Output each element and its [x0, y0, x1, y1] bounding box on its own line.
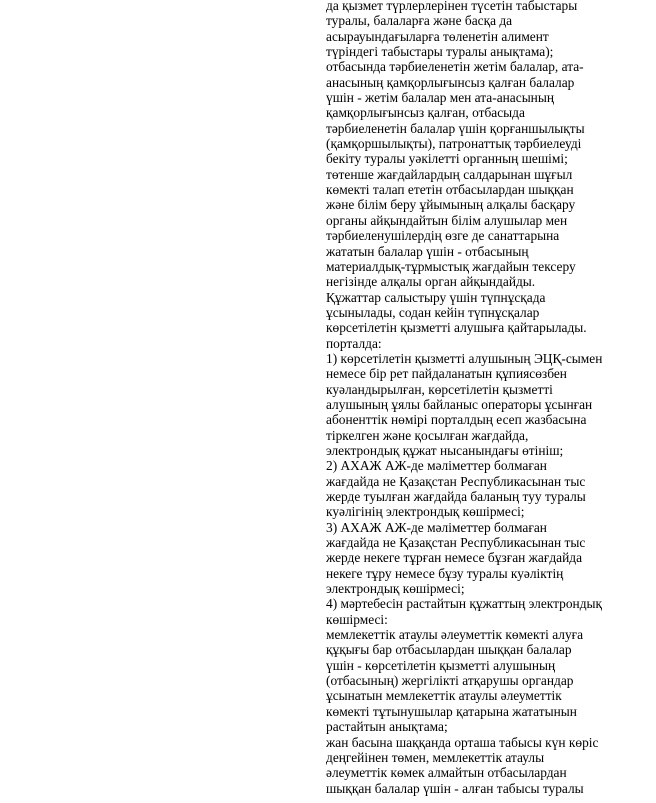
- text-line: 3) АХАЖ АЖ-де мәліметтер болмаған: [326, 519, 547, 535]
- text-line: электрондық көшірмесі;: [326, 581, 465, 597]
- text-line: әлеуметтік көмек алмайтын отбасылардан: [326, 765, 567, 781]
- text-line: порталда:: [326, 335, 382, 351]
- text-line: жататын балалар үшін - отбасының: [326, 243, 529, 259]
- text-line: шыққан балалар үшін - алған табысы туралы: [326, 780, 584, 796]
- text-line: жерде некеге тұрған немесе бұзған жағдайда: [326, 550, 583, 566]
- text-line: ұсынатын мемлекеттік атаулы әлеуметтік: [326, 688, 562, 704]
- text-line: мемлекеттік атаулы әлеуметтік көмекті алуға: [326, 627, 584, 643]
- text-line: абоненттік нөмірі порталдың есеп жазбасына: [326, 412, 587, 428]
- text-line: алушының ұялы байланыс операторы ұсынған: [326, 396, 593, 412]
- text-line: электрондық құжат нысанындағы өтініш;: [326, 442, 564, 458]
- text-line: тәрбиеленетін балалар үшін қорғаншылықты: [326, 120, 585, 136]
- text-line: (отбасының) жергілікті атқарушы органдар: [326, 673, 574, 689]
- text-line: жерде туылған жағдайда баланың туу туралы: [326, 489, 586, 504]
- text-line: көшірмесі:: [326, 611, 388, 627]
- text-line: қамқорлығынсыз қалған, отбасыда: [326, 105, 525, 121]
- text-line: Құжаттар салыстыру үшін түпнұсқада: [326, 289, 546, 305]
- text-line: және білім беру ұйымының алқалы басқару: [326, 197, 576, 213]
- text-line: органы айқындайтын білім алушылар мен: [326, 212, 568, 228]
- text-line: куәландырылған, көрсетілетін қызметті: [326, 381, 553, 397]
- text-line: бекіту туралы уәкілетті органның шешімі;: [326, 151, 568, 167]
- text-line: тіркелген және қосылған жағдайда,: [326, 427, 529, 443]
- text-line: немесе бір рет пайдаланатын құпиясөзбен: [326, 366, 567, 382]
- text-line: көмекті талап ететін отбасылардан шыққан: [326, 182, 574, 198]
- text-line: 2) АХАЖ АЖ-де мәліметтер болмаған: [326, 458, 547, 474]
- text-line: көмекті тұтынушылар қатарына жататынын: [326, 703, 577, 719]
- text-line: туралы, балаларға және басқа да: [326, 13, 513, 29]
- text-line: да қызмет түрлерлерінен түсетін табыстары: [326, 0, 578, 13]
- text-line: үшін - көрсетілетін қызметті алушының: [326, 657, 556, 673]
- text-column: [326, 0, 626, 796]
- text-line: жан басына шаққанда орташа табысы күн көріс: [326, 734, 599, 750]
- text-line: 1) көрсетілетін қызметті алушының ЭЦҚ-сымен: [326, 350, 603, 366]
- text-line: (қамқоршылықты), патронаттық тәрбиелеуді: [326, 136, 582, 152]
- text-line: анасының қамқорлығынсыз қалған балалар: [326, 74, 575, 90]
- text-line: төтенше жағдайлардың салдарынан шұғыл: [326, 166, 573, 182]
- text-line: материалдық-тұрмыстық жағдайын тексеру: [326, 258, 576, 274]
- text-line: құқығы бар отбасылардан шыққан балалар: [326, 642, 572, 658]
- text-line: көрсетілетін қызметті алушыға қайтарылады.: [326, 320, 587, 336]
- text-line: жағдайда не Қазақстан Республикасынан тыс: [326, 535, 586, 551]
- text-line: тәрбиеленушілердің өзге де санаттарына: [326, 228, 560, 244]
- text-line: куәлігінің электрондық көшірмесі;: [326, 504, 525, 520]
- text-line: асырауындағыларға төленетін алимент: [326, 28, 549, 44]
- text-line: 4) мәртебесін растайтын құжаттың электрондық: [326, 596, 603, 612]
- text-line: растайтын анықтама;: [326, 719, 448, 735]
- text-line: жағдайда не Қазақстан Республикасынан тыс: [326, 473, 586, 489]
- text-line: некеге тұру немесе бұзу туралы куәліктің: [326, 565, 564, 581]
- text-line: деңгейінен төмен, мемлекеттік атаулы: [326, 749, 545, 765]
- text-line: отбасында тәрбиеленетін жетім балалар, ата-: [326, 59, 584, 75]
- text-line: үшін - жетім балалар мен ата-анасының: [326, 90, 555, 106]
- text-line: ұсынылады, содан кейін түпнұсқалар: [326, 304, 540, 320]
- text-line: түріндегі табыстары туралы анықтама);: [326, 44, 554, 60]
- text-line: негізінде алқалы орган айқындайды.: [326, 274, 536, 290]
